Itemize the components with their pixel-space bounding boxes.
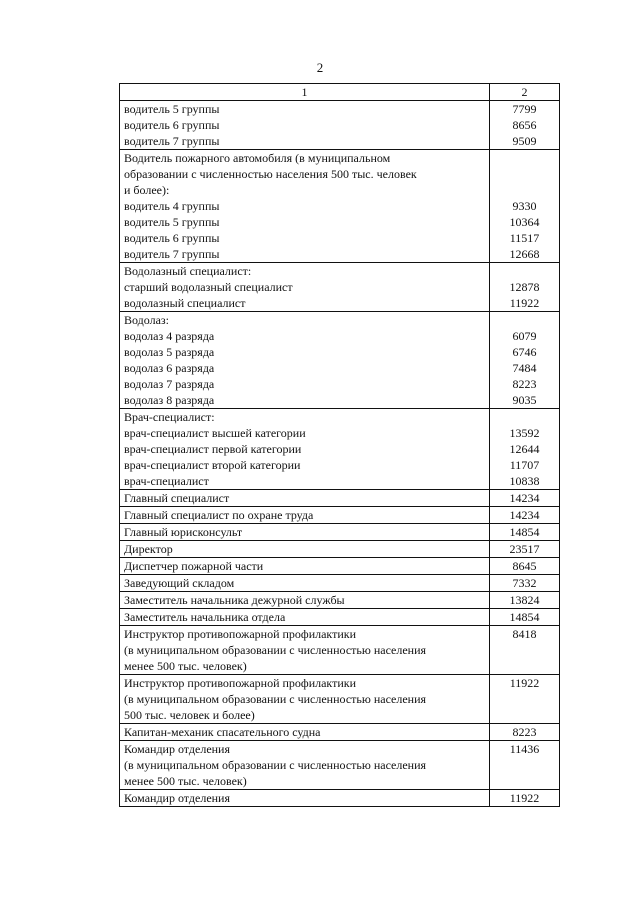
salary-cell [490,101,560,150]
position-line: водолаз 6 разряда [124,361,215,375]
salary-cell [490,524,560,541]
salary-cell [490,790,560,807]
salary-value [494,409,555,425]
position-line: Инструктор противопожарной профилактики [124,676,357,690]
position-cell [120,609,490,626]
position-line: Главный специалист по охране труда [124,508,314,522]
table-row [120,263,560,312]
position-cell [120,490,490,507]
salary-value: 11922 [509,296,540,310]
position-line: (в муниципальном образовании с численностью населения [124,643,427,657]
salary-value: 7799 [512,102,537,116]
table-row [120,741,560,790]
position-line: менее 500 тыс. человек) [124,774,247,788]
position-line: образовании с численностью населения 500 тыс. человек [124,167,417,181]
table-body [120,84,560,807]
salary-cell [490,609,560,626]
salary-value: 9509 [512,134,537,148]
position-line: Заместитель начальника дежурной службы [124,593,345,607]
salary-value: 14234 [509,491,540,505]
position-cell [120,541,490,558]
position-cell [120,150,490,263]
table-row [120,575,560,592]
position-cell [120,312,490,409]
position-line: Командир отделения [124,742,231,756]
table-row [120,150,560,263]
position-line: (в муниципальном образовании с численностью населения [124,692,427,706]
position-line: Капитан-механик спасательного судна [124,725,321,739]
salary-cell [490,575,560,592]
salary-value: 9330 [512,199,537,213]
position-line: Главный юрисконсульт [124,525,243,539]
salary-value [494,312,555,328]
position-line: старший водолазный специалист [124,280,293,294]
salary-value [494,691,555,707]
position-line: менее 500 тыс. человек) [124,659,247,673]
position-line: Заместитель начальника отдела [124,610,286,624]
position-line: водолаз 4 разряда [124,329,215,343]
salary-value: 11922 [509,676,540,690]
salary-value: 14234 [509,508,540,522]
table-row [120,724,560,741]
salary-cell [490,150,560,263]
salary-value: 8223 [512,725,537,739]
position-line: Директор [124,542,173,556]
salary-cell [490,263,560,312]
position-cell [120,675,490,724]
salary-value: 12668 [509,247,540,261]
table-row [120,558,560,575]
position-line: водолаз 7 разряда [124,377,215,391]
position-cell [120,724,490,741]
salary-value: 7484 [512,361,537,375]
position-line: врач-специалист второй категории [124,458,301,472]
position-cell [120,524,490,541]
salary-value: 6079 [512,329,537,343]
position-cell [120,263,490,312]
position-cell [120,558,490,575]
salary-value: 10838 [509,474,540,488]
salary-cell [490,558,560,575]
salary-value: 13824 [509,593,540,607]
table-row [120,592,560,609]
position-line: Заведующий складом [124,576,235,590]
position-line: Водолазный специалист: [124,264,252,278]
salary-cell [490,741,560,790]
salary-value [494,757,555,773]
position-line: Диспетчер пожарной части [124,559,264,573]
table-row [120,507,560,524]
position-cell [120,575,490,592]
position-cell [120,409,490,490]
position-cell [120,790,490,807]
table-row [120,101,560,150]
position-line: (в муниципальном образовании с численностью населения [124,758,427,772]
table-row [120,609,560,626]
salary-value [494,707,555,723]
position-cell [120,626,490,675]
position-line: Главный специалист [124,491,230,505]
table-row [120,312,560,409]
salary-value: 23517 [509,542,540,556]
salary-value: 14854 [509,525,540,539]
salary-cell [490,592,560,609]
salary-value [494,150,555,166]
position-cell [120,507,490,524]
position-line: врач-специалист [124,474,209,488]
table-row [120,790,560,807]
salary-cell [490,507,560,524]
salary-value [494,263,555,279]
salary-cell [490,724,560,741]
salary-cell [490,312,560,409]
salary-value: 12644 [509,442,540,456]
salary-value: 11436 [509,742,540,756]
position-line: водолаз 8 разряда [124,393,215,407]
position-line: водитель 7 группы [124,247,220,261]
position-line: 500 тыс. человек и более) [124,708,255,722]
position-line: Командир отделения [124,791,231,805]
position-line: Врач-специалист: [124,410,215,424]
salary-value: 8418 [512,627,537,641]
salary-value [494,182,555,198]
position-line: водитель 4 группы [124,199,220,213]
salary-value: 10364 [509,215,540,229]
salary-cell [490,541,560,558]
salary-value: 13592 [509,426,540,440]
table-row [120,409,560,490]
position-line: водитель 6 группы [124,231,220,245]
position-line: водитель 5 группы [124,215,220,229]
position-line: врач-специалист первой категории [124,442,302,456]
salary-value [494,166,555,182]
position-line: Водолаз: [124,313,169,327]
salary-value: 9035 [512,393,537,407]
position-line: водолаз 5 разряда [124,345,215,359]
position-line: водитель 5 группы [124,102,220,116]
position-line: Инструктор противопожарной профилактики [124,627,357,641]
salary-value [494,642,555,658]
salary-value: 6746 [512,345,537,359]
table-row [120,524,560,541]
salary-value: 11517 [509,231,540,245]
salary-value [494,773,555,789]
salary-cell [490,675,560,724]
salary-value: 12878 [509,280,540,294]
position-line: и более): [124,183,170,197]
salary-value: 11922 [509,791,540,805]
position-line: водитель 6 группы [124,118,220,132]
position-cell [120,741,490,790]
salary-value: 7332 [512,576,537,590]
page-number: 2 [316,60,324,75]
position-line: водитель 7 группы [124,134,220,148]
salary-value: 11707 [509,458,540,472]
table-row [120,541,560,558]
salary-value [494,658,555,674]
column-header-2: 2 [490,84,560,101]
position-line: водолазный специалист [124,296,246,310]
column-header-1: 1 [120,84,490,101]
table-row [120,675,560,724]
salary-cell [490,490,560,507]
salary-table [119,83,560,807]
salary-cell [490,409,560,490]
table-row [120,626,560,675]
salary-cell [490,626,560,675]
position-line: врач-специалист высшей категории [124,426,306,440]
table-header-row [120,84,560,101]
salary-value: 8223 [512,377,537,391]
position-cell [120,592,490,609]
table-row [120,490,560,507]
position-cell [120,101,490,150]
position-line: Водитель пожарного автомобиля (в муниципальном [124,151,391,165]
salary-value: 14854 [509,610,540,624]
salary-value: 8645 [512,559,537,573]
salary-value: 8656 [512,118,537,132]
